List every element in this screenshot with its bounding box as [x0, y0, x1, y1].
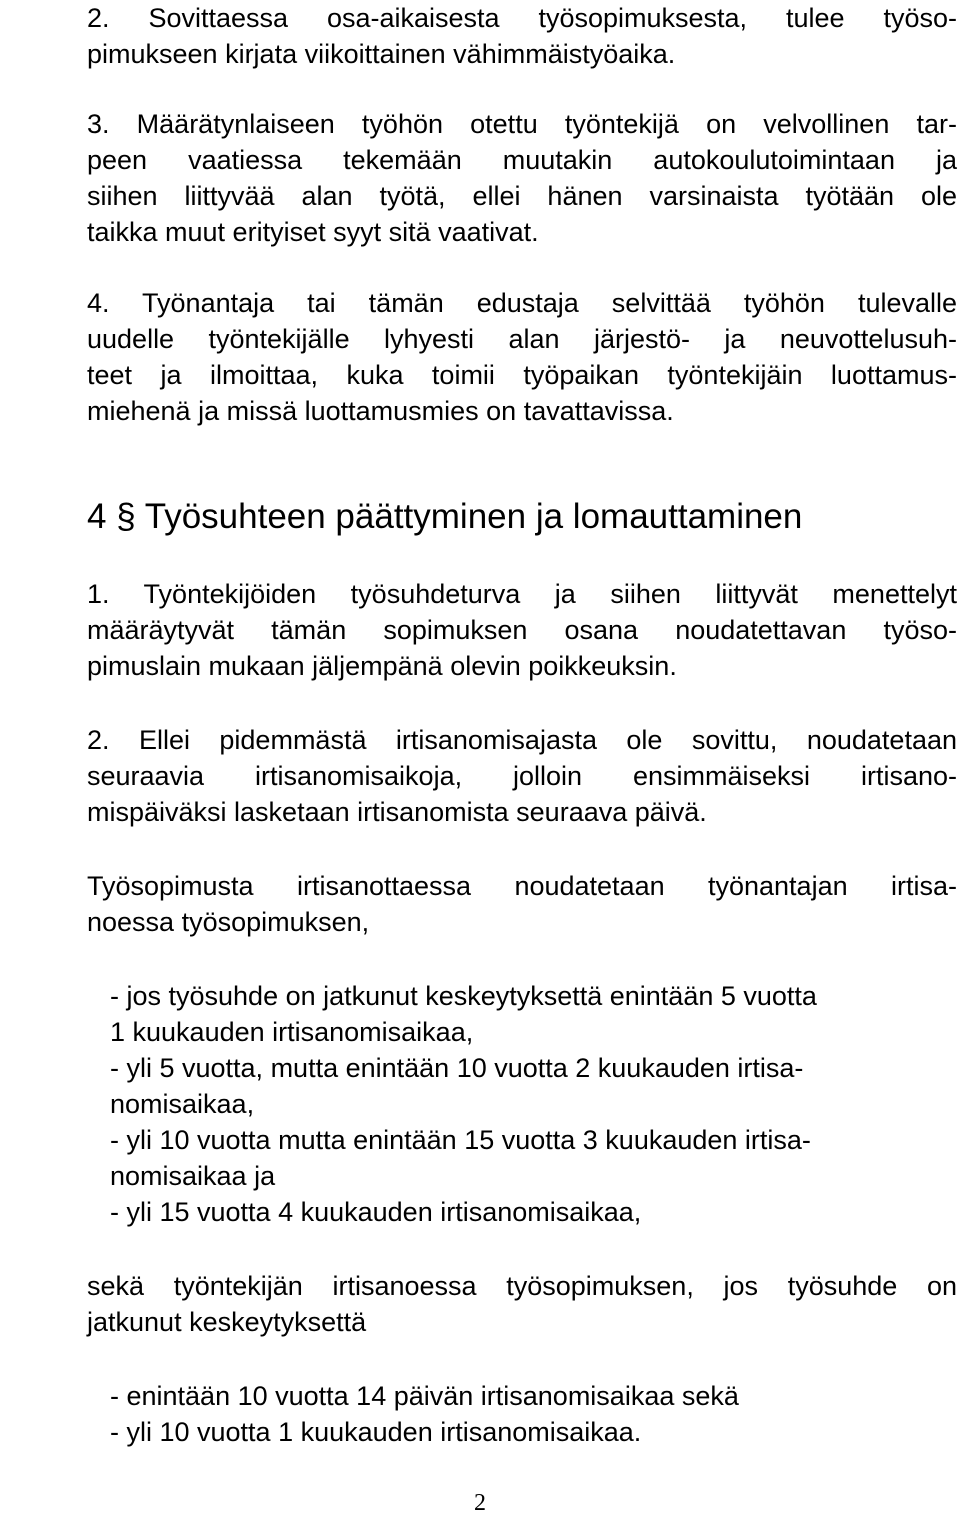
list-item: - yli 10 vuotta 1 kuukauden irtisanomisaikaa.	[110, 1417, 642, 1447]
paragraph-line: seuraavia irtisanomisaikoja, jolloin ensimmäiseksi irtisano-	[87, 761, 957, 791]
paragraph-line: 2. Sovittaessa osa-aikaisesta työsopimuksesta, tulee työso-	[87, 3, 957, 33]
paragraph-line: jatkunut keskeytyksettä	[87, 1307, 367, 1337]
paragraph-line: 3. Määrätynlaiseen työhön otettu työntekijä on velvollinen tar-	[87, 109, 957, 139]
paragraph-line: määräytyvät tämän sopimuksen osana noudatettavan työso-	[87, 615, 957, 645]
paragraph-line: miehenä ja missä luottamusmies on tavattavissa.	[87, 396, 674, 426]
paragraph-line: teet ja ilmoittaa, kuka toimii työpaikan työntekijäin luottamus-	[87, 360, 957, 390]
list-item: 1 kuukauden irtisanomisaikaa,	[110, 1017, 474, 1047]
paragraph-line: noessa työsopimuksen,	[87, 907, 370, 937]
list-item: - jos työsuhde on jatkunut keskeytyksettä enintään 5 vuotta	[110, 981, 817, 1011]
list-item: - enintään 10 vuotta 14 päivän irtisanomisaikaa sekä	[110, 1381, 739, 1411]
paragraph-line: 1. Työntekijöiden työsuhdeturva ja siihen liittyvät menettelyt	[87, 579, 957, 609]
paragraph-line: sekä työntekijän irtisanoessa työsopimuksen, jos työsuhde on	[87, 1271, 957, 1301]
paragraph-line: pimukseen kirjata viikoittainen vähimmäistyöaika.	[87, 39, 676, 69]
paragraph-line: 2. Ellei pidemmästä irtisanomisajasta ole sovittu, noudatetaan	[87, 725, 957, 755]
list-item: - yli 10 vuotta mutta enintään 15 vuotta 3 kuukauden irtisa-	[110, 1125, 811, 1155]
paragraph-line: pimuslain mukaan jäljempänä olevin poikkeuksin.	[87, 651, 677, 681]
paragraph-line: mispäiväksi lasketaan irtisanomista seuraava päivä.	[87, 797, 707, 827]
list-item: - yli 5 vuotta, mutta enintään 10 vuotta 2 kuukauden irtisa-	[110, 1053, 804, 1083]
list-item: nomisaikaa ja	[110, 1161, 276, 1191]
section-heading: 4 § Työsuhteen päättyminen ja lomauttaminen	[87, 497, 803, 536]
page-number: 2	[474, 1490, 486, 1516]
list-item: - yli 15 vuotta 4 kuukauden irtisanomisaikaa,	[110, 1197, 642, 1227]
paragraph-line: peen vaatiessa tekemään muutakin autokoulutoimintaan ja	[87, 145, 957, 175]
paragraph-line: siihen liittyvää alan työtä, ellei hänen varsinaista työtään ole	[87, 181, 957, 211]
list-item: nomisaikaa,	[110, 1089, 255, 1119]
paragraph-line: uudelle työntekijälle lyhyesti alan järjestö- ja neuvottelusuh-	[87, 324, 957, 354]
paragraph-line: taikka muut erityiset syyt sitä vaativat.	[87, 217, 539, 247]
paragraph-line: 4. Työnantaja tai tämän edustaja selvittää työhön tulevalle	[87, 288, 957, 318]
paragraph-line: Työsopimusta irtisanottaessa noudatetaan työnantajan irtisa-	[87, 871, 957, 901]
